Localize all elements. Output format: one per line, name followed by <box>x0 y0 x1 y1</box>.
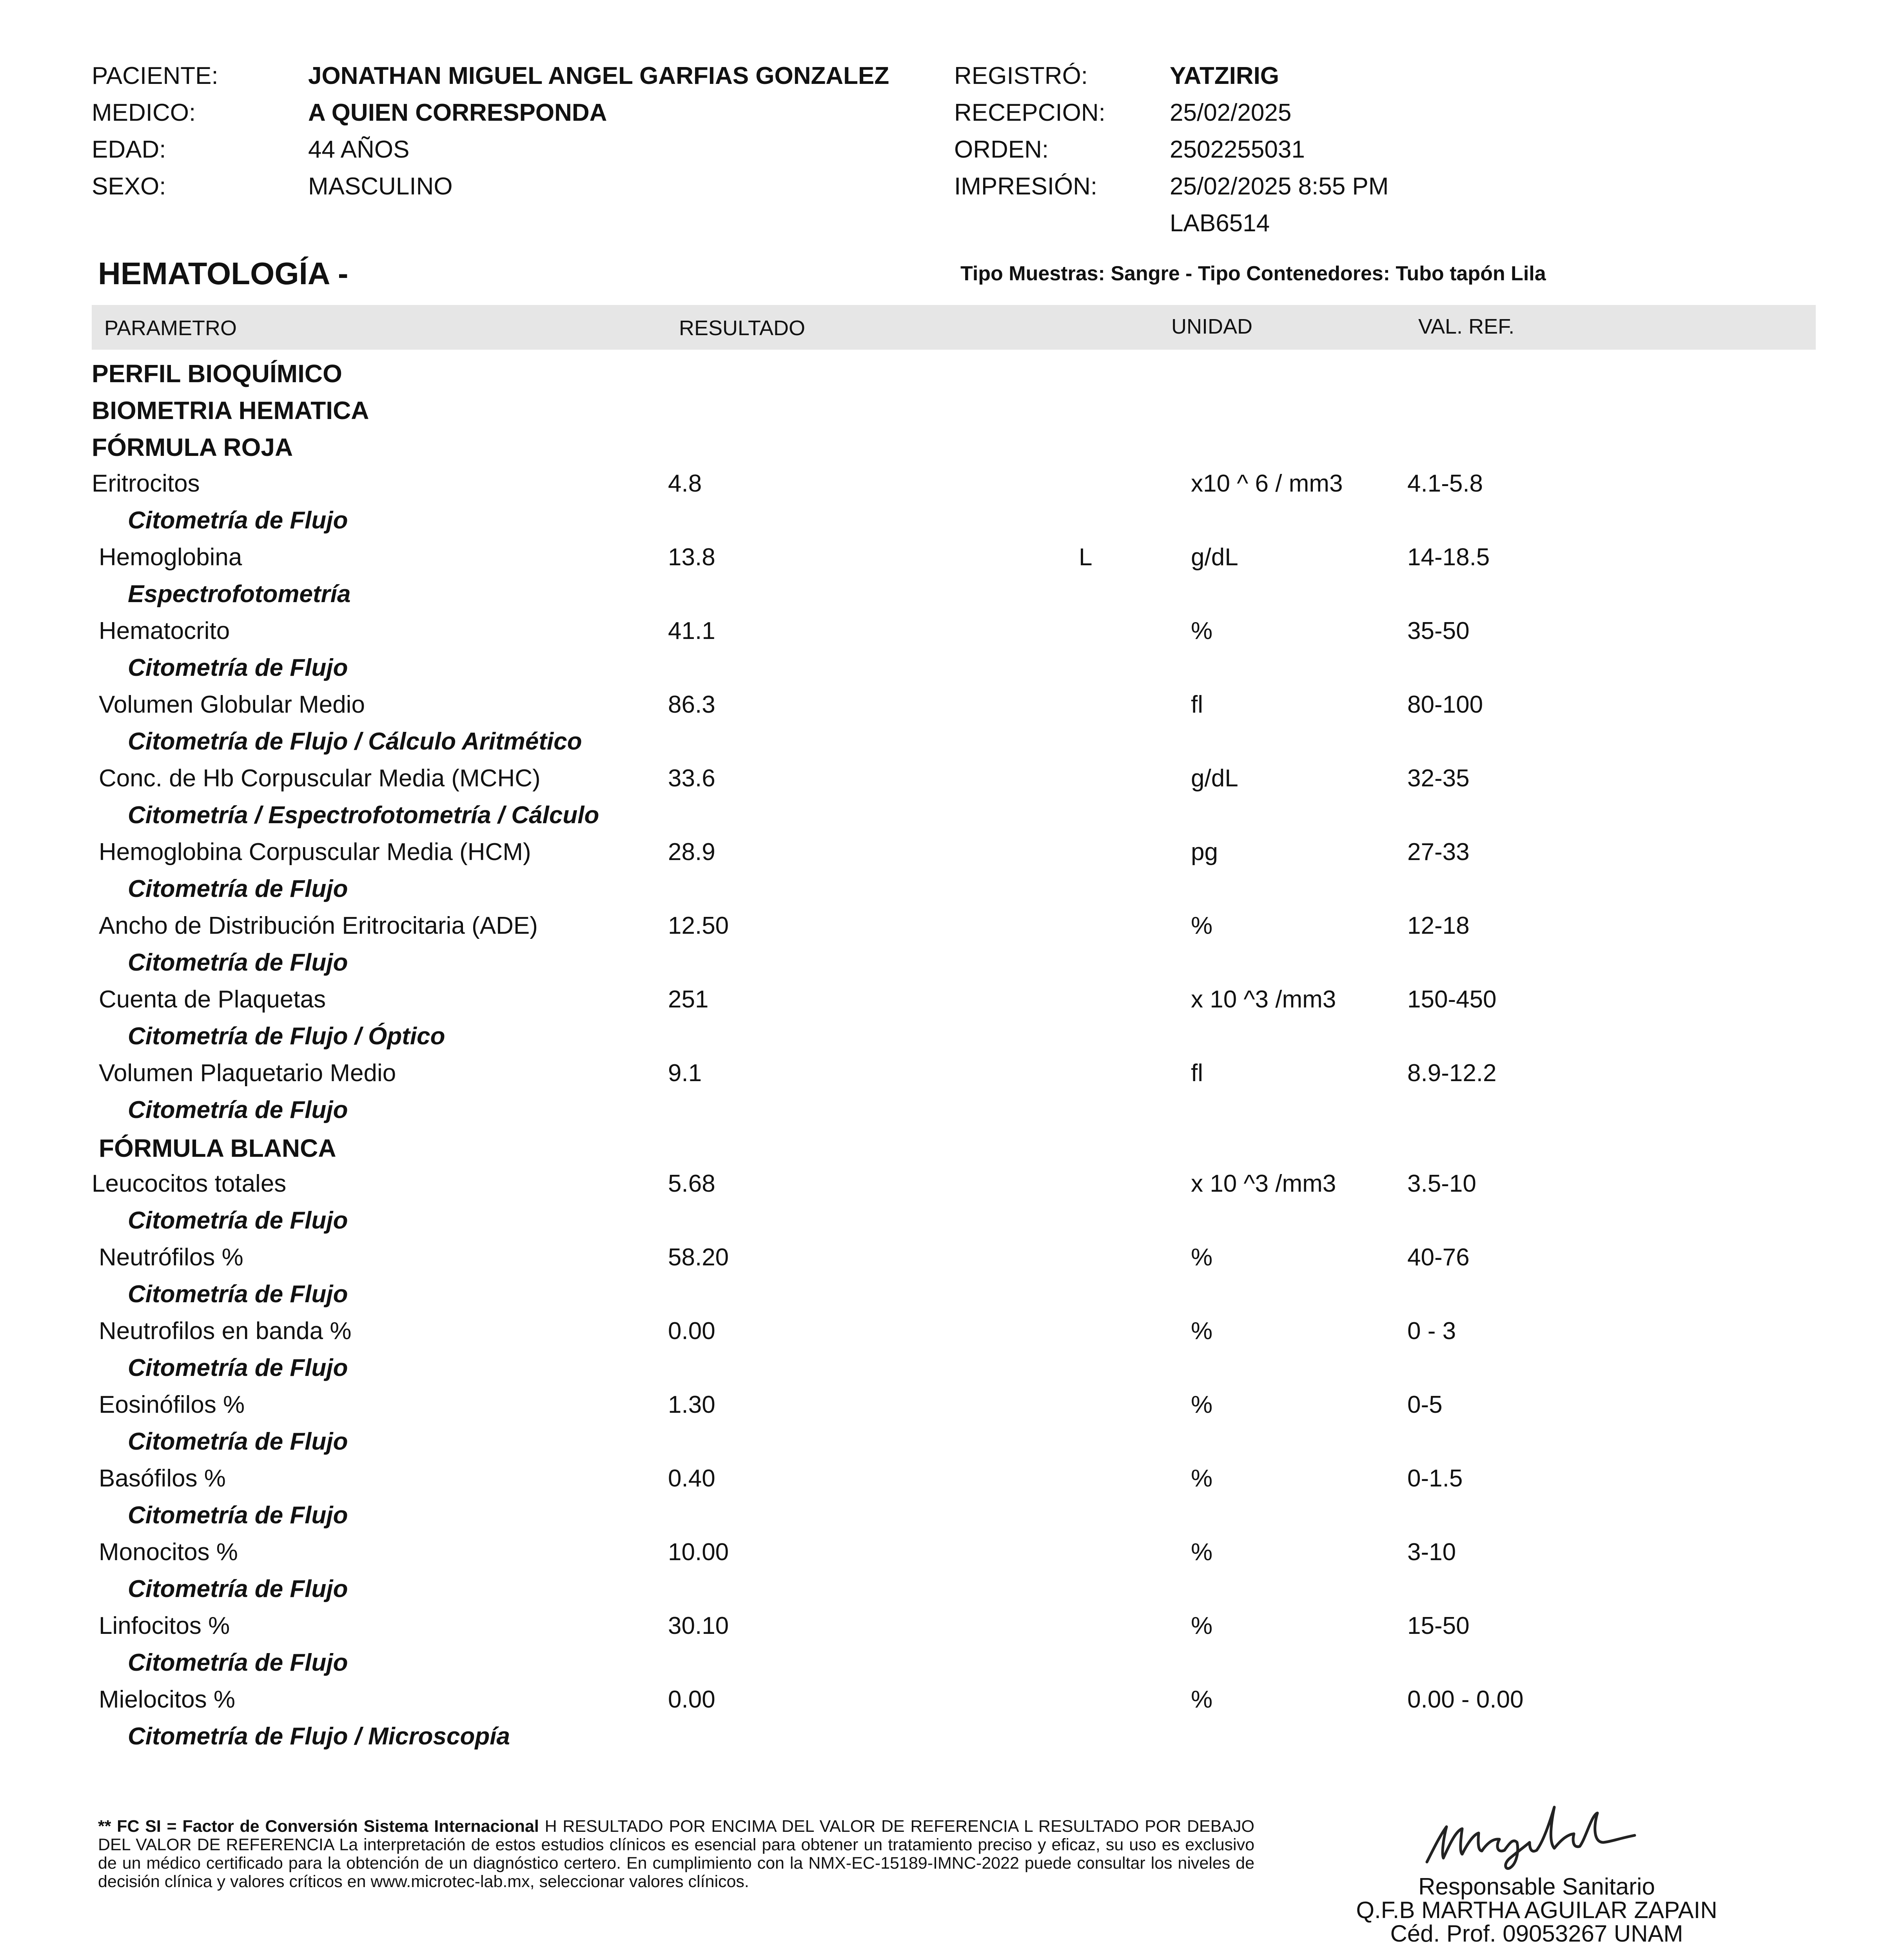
method-label: Citometría de Flujo <box>128 1281 348 1308</box>
parameter-name: Eosinófilos % <box>99 1391 245 1418</box>
lab-code: LAB6514 <box>1170 210 1270 237</box>
patient-name: JONATHAN MIGUEL ANGEL GARFIAS GONZALEZ <box>308 62 889 89</box>
method-label: Citometría de Flujo <box>128 1207 348 1234</box>
unit-value: % <box>1191 617 1213 644</box>
print-value: 25/02/2025 8:55 PM <box>1170 173 1389 200</box>
result-flag: L <box>1079 544 1093 571</box>
column-unit: UNIDAD <box>1171 315 1253 338</box>
reference-range: 3-10 <box>1407 1539 1456 1566</box>
sex-label: SEXO: <box>92 173 166 200</box>
method-label: Citometría de Flujo <box>128 1096 348 1123</box>
group-biometria-hematica: BIOMETRIA HEMATICA <box>92 396 369 425</box>
unit-value: % <box>1191 1612 1213 1639</box>
method-label: Citometría de Flujo <box>128 1649 348 1676</box>
method-label: Citometría de Flujo <box>128 654 348 681</box>
method-label: Citometría de Flujo <box>128 875 348 902</box>
unit-value: % <box>1191 1318 1213 1345</box>
unit-value: x 10 ^3 /mm3 <box>1191 1170 1336 1197</box>
unit-value: pg <box>1191 838 1218 866</box>
column-parameter: PARAMETRO <box>104 316 237 340</box>
registered-label: REGISTRÓ: <box>954 62 1088 89</box>
parameter-name: Ancho de Distribución Eritrocitaria (ADE) <box>99 912 538 939</box>
result-value: 5.68 <box>668 1170 715 1197</box>
group-perfil-bioquimico: PERFIL BIOQUÍMICO <box>92 359 342 388</box>
doctor-name: A QUIEN CORRESPONDA <box>308 99 607 126</box>
responsible-label: Responsable Sanitario <box>1418 1873 1655 1900</box>
parameter-name: Cuenta de Plaquetas <box>99 986 326 1013</box>
parameter-name: Volumen Globular Medio <box>99 691 365 718</box>
signature <box>1419 1784 1639 1874</box>
result-value: 12.50 <box>668 912 729 939</box>
result-value: 41.1 <box>668 617 715 644</box>
reference-range: 12-18 <box>1407 912 1470 939</box>
unit-value: % <box>1191 1244 1213 1271</box>
parameter-name: Hematocrito <box>99 617 230 644</box>
unit-value: % <box>1191 1465 1213 1492</box>
parameter-name: Basófilos % <box>99 1465 226 1492</box>
parameter-name: Hemoglobina Corpuscular Media (HCM) <box>99 838 531 866</box>
result-value: 10.00 <box>668 1539 729 1566</box>
unit-value: % <box>1191 912 1213 939</box>
reference-range: 80-100 <box>1407 691 1483 718</box>
doctor-label: MEDICO: <box>92 99 196 126</box>
registered-value: YATZIRIG <box>1170 62 1280 89</box>
footer-note-text: H RESULTADO POR ENCIMA DEL VALOR DE REFERENCIA L RESULTADO POR DEBAJO DEL VALOR DE REFERENCIA La interpretación de estos estudios clínicos es esencial para obtener un tratamiento preciso y eficaz, su uso es exclusivo de un médico certificado para la obtención de un diagnóstico certero. En cumplimiento con la NMX-EC-15189-IMNC-2022 puede consultar los niveles de decisión clínica y valores críticos en www.microtec-lab.mx, seleccionar valores clínicos. <box>98 1817 1255 1891</box>
reference-range: 3.5-10 <box>1407 1170 1476 1197</box>
parameter-name: Neutrófilos % <box>99 1244 243 1271</box>
unit-value: g/dL <box>1191 544 1238 571</box>
parameter-name: Hemoglobina <box>99 544 242 571</box>
result-value: 4.8 <box>668 470 702 497</box>
method-label: Citometría de Flujo <box>128 1502 348 1529</box>
result-value: 30.10 <box>668 1612 729 1639</box>
result-value: 0.00 <box>668 1318 715 1345</box>
section-title: HEMATOLOGÍA - <box>98 256 348 291</box>
unit-value: % <box>1191 1539 1213 1566</box>
method-label: Citometría de Flujo <box>128 507 348 534</box>
result-value: 0.00 <box>668 1686 715 1713</box>
group-formula-blanca: FÓRMULA BLANCA <box>99 1134 336 1162</box>
reference-range: 150-450 <box>1407 986 1497 1013</box>
method-label: Citometría de Flujo <box>128 1575 348 1602</box>
method-label: Citometría de Flujo / Microscopía <box>128 1723 510 1750</box>
group-formula-roja: FÓRMULA ROJA <box>92 433 293 461</box>
reference-range: 15-50 <box>1407 1612 1470 1639</box>
sample-info: Tipo Muestras: Sangre - Tipo Contenedores: Tubo tapón Lila <box>960 262 1546 285</box>
reception-value: 25/02/2025 <box>1170 99 1292 126</box>
unit-value: % <box>1191 1391 1213 1418</box>
unit-value: x10 ^ 6 / mm3 <box>1191 470 1343 497</box>
unit-value: fl <box>1191 691 1203 718</box>
reference-range: 35-50 <box>1407 617 1470 644</box>
reference-range: 0-5 <box>1407 1391 1443 1418</box>
parameter-name: Mielocitos % <box>99 1686 235 1713</box>
parameter-name: Monocitos % <box>99 1539 238 1566</box>
footer-note-bold: ** FC SI = Factor de Conversión Sistema Internacional <box>98 1817 539 1836</box>
reference-range: 14-18.5 <box>1407 544 1490 571</box>
reference-range: 40-76 <box>1407 1244 1470 1271</box>
reference-range: 0 - 3 <box>1407 1318 1456 1345</box>
method-label: Citometría de Flujo / Óptico <box>128 1023 445 1050</box>
parameter-name: Leucocitos totales <box>92 1170 287 1197</box>
age-value: 44 AÑOS <box>308 136 410 163</box>
column-ref: VAL. REF. <box>1418 315 1515 338</box>
column-result: RESULTADO <box>679 316 806 340</box>
reference-range: 0.00 - 0.00 <box>1407 1686 1524 1713</box>
reference-range: 0-1.5 <box>1407 1465 1463 1492</box>
parameter-name: Linfocitos % <box>99 1612 230 1639</box>
unit-value: g/dL <box>1191 765 1238 792</box>
reference-range: 8.9-12.2 <box>1407 1060 1497 1087</box>
result-value: 58.20 <box>668 1244 729 1271</box>
column-header-bar <box>92 305 1816 350</box>
parameter-name: Eritrocitos <box>92 470 200 497</box>
parameter-name: Conc. de Hb Corpuscular Media (MCHC) <box>99 765 541 792</box>
unit-value: x 10 ^3 /mm3 <box>1191 986 1336 1013</box>
footer-note <box>98 1817 1254 1891</box>
result-value: 13.8 <box>668 544 715 571</box>
responsible-license: Céd. Prof. 09053267 UNAM <box>1390 1920 1683 1947</box>
order-value: 2502255031 <box>1170 136 1305 163</box>
result-value: 1.30 <box>668 1391 715 1418</box>
unit-value: fl <box>1191 1060 1203 1087</box>
result-value: 251 <box>668 986 709 1013</box>
reference-range: 27-33 <box>1407 838 1470 866</box>
parameter-name: Neutrofilos en banda % <box>99 1318 352 1345</box>
result-value: 0.40 <box>668 1465 715 1492</box>
method-label: Espectrofotometría <box>128 581 351 608</box>
responsible-name: Q.F.B MARTHA AGUILAR ZAPAIN <box>1356 1897 1717 1923</box>
print-label: IMPRESIÓN: <box>954 173 1098 200</box>
reference-range: 4.1-5.8 <box>1407 470 1483 497</box>
unit-value: % <box>1191 1686 1213 1713</box>
method-label: Citometría de Flujo / Cálculo Aritmético <box>128 728 582 755</box>
result-value: 28.9 <box>668 838 715 866</box>
result-value: 9.1 <box>668 1060 702 1087</box>
sex-value: MASCULINO <box>308 173 453 200</box>
reception-label: RECEPCION: <box>954 99 1105 126</box>
patient-label: PACIENTE: <box>92 62 218 89</box>
method-label: Citometría de Flujo <box>128 1354 348 1381</box>
result-value: 33.6 <box>668 765 715 792</box>
reference-range: 32-35 <box>1407 765 1470 792</box>
method-label: Citometría / Espectrofotometría / Cálculo <box>128 802 599 829</box>
parameter-name: Volumen Plaquetario Medio <box>99 1060 396 1087</box>
result-value: 86.3 <box>668 691 715 718</box>
order-label: ORDEN: <box>954 136 1049 163</box>
age-label: EDAD: <box>92 136 166 163</box>
method-label: Citometría de Flujo <box>128 1428 348 1455</box>
method-label: Citometría de Flujo <box>128 949 348 976</box>
